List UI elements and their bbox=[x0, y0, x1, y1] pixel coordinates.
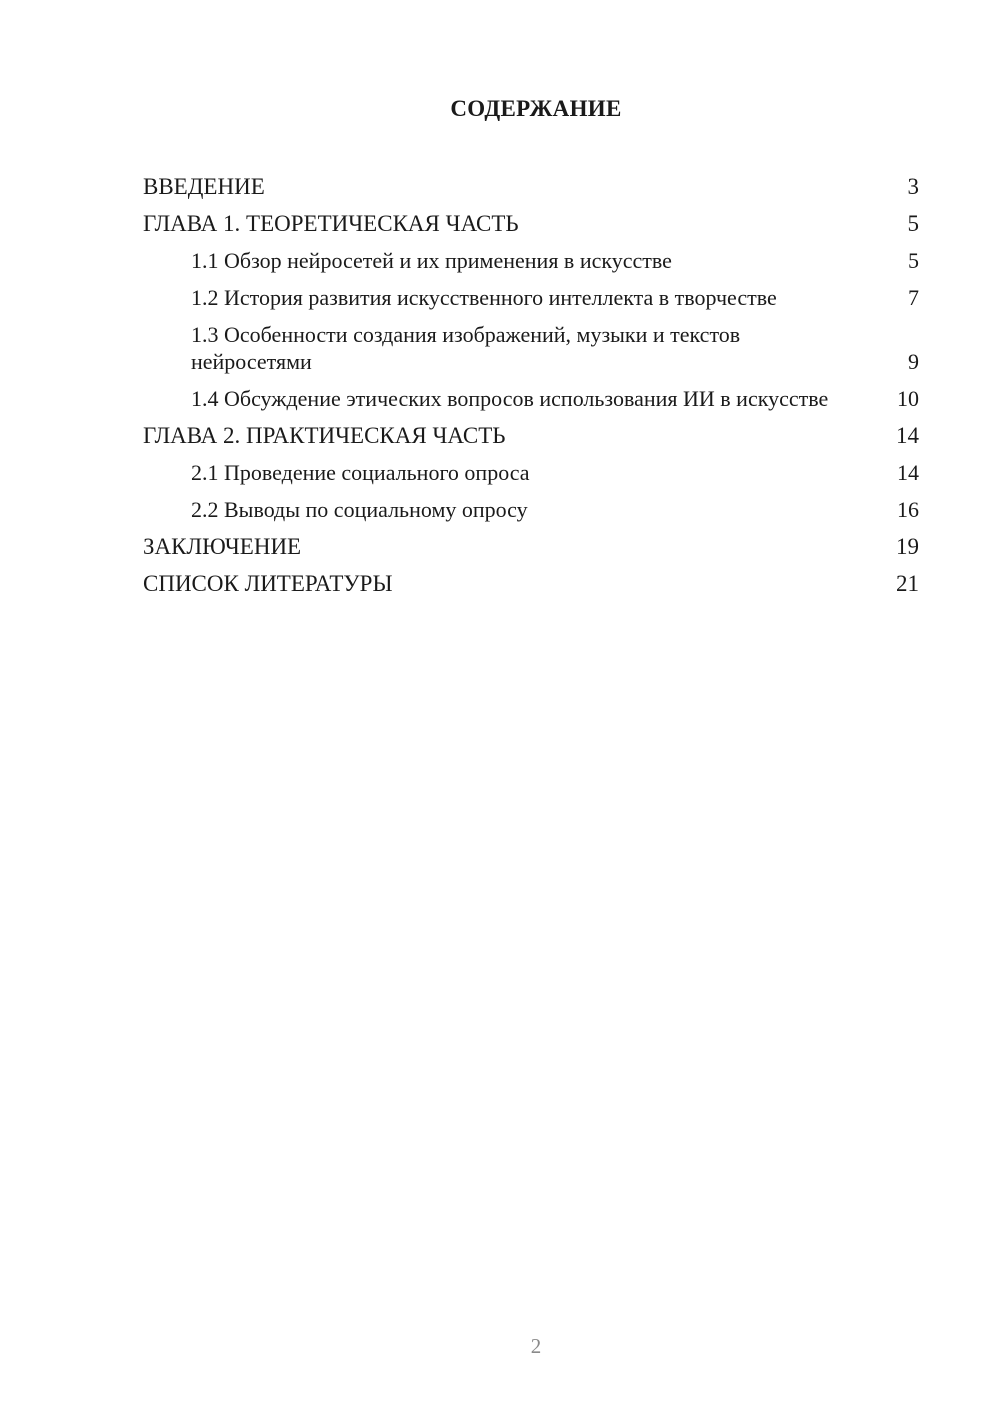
toc-entry-text: 2.1 Проведение социального опроса bbox=[191, 460, 530, 485]
toc-entry-page: 5 bbox=[907, 211, 919, 236]
table-of-contents bbox=[143, 168, 919, 602]
toc-entry-bibliography[interactable] bbox=[143, 565, 919, 602]
toc-entry-page: 16 bbox=[897, 497, 919, 522]
toc-entry-page: 14 bbox=[897, 460, 919, 485]
toc-entry-page: 3 bbox=[907, 174, 919, 199]
toc-entry-text: 2.2 Выводы по социальному опросу bbox=[191, 497, 528, 522]
toc-entry-page: 21 bbox=[896, 571, 919, 596]
toc-entry-page: 14 bbox=[896, 423, 919, 448]
toc-entry-text: 1.3 Особенности создания изображений, музыки и текстов нейросетями bbox=[191, 322, 741, 374]
toc-entry-text: 1.4 Обсуждение этических вопросов использования ИИ в искусстве bbox=[191, 386, 829, 411]
toc-entry-page: 5 bbox=[908, 248, 919, 273]
toc-entry-text: ГЛАВА 1. ТЕОРЕТИЧЕСКАЯ ЧАСТЬ bbox=[143, 211, 519, 236]
toc-entry-introduction[interactable] bbox=[143, 168, 919, 205]
toc-title: СОДЕРЖАНИЕ bbox=[450, 96, 622, 121]
toc-entry-section-1-4[interactable] bbox=[143, 380, 919, 417]
toc-entry-section-2-1[interactable] bbox=[143, 454, 919, 491]
toc-entry-text: 1.1 Обзор нейросетей и их применения в искусстве bbox=[191, 248, 672, 273]
toc-entry-text: ВВЕДЕНИЕ bbox=[143, 174, 265, 199]
toc-entry-section-2-2[interactable] bbox=[143, 491, 919, 528]
toc-entry-section-1-2[interactable] bbox=[143, 279, 919, 316]
toc-entry-page: 9 bbox=[908, 349, 919, 374]
toc-entry-text: СПИСОК ЛИТЕРАТУРЫ bbox=[143, 571, 393, 596]
toc-entry-text: 1.2 История развития искусственного интеллекта в творчестве bbox=[191, 285, 777, 310]
toc-entry-text: ЗАКЛЮЧЕНИЕ bbox=[143, 534, 302, 559]
toc-entry-chapter-2[interactable] bbox=[143, 417, 919, 454]
toc-entry-section-1-1[interactable] bbox=[143, 242, 919, 279]
toc-entry-page: 19 bbox=[896, 534, 919, 559]
toc-entry-text: ГЛАВА 2. ПРАКТИЧЕСКАЯ ЧАСТЬ bbox=[143, 423, 506, 448]
toc-entry-page: 10 bbox=[897, 386, 919, 411]
page-number: 2 bbox=[530, 1334, 542, 1358]
toc-entry-conclusion[interactable] bbox=[143, 528, 919, 565]
toc-entry-chapter-1[interactable] bbox=[143, 205, 919, 242]
toc-entry-page: 7 bbox=[908, 285, 919, 310]
toc-entry-section-1-3[interactable] bbox=[143, 316, 919, 380]
